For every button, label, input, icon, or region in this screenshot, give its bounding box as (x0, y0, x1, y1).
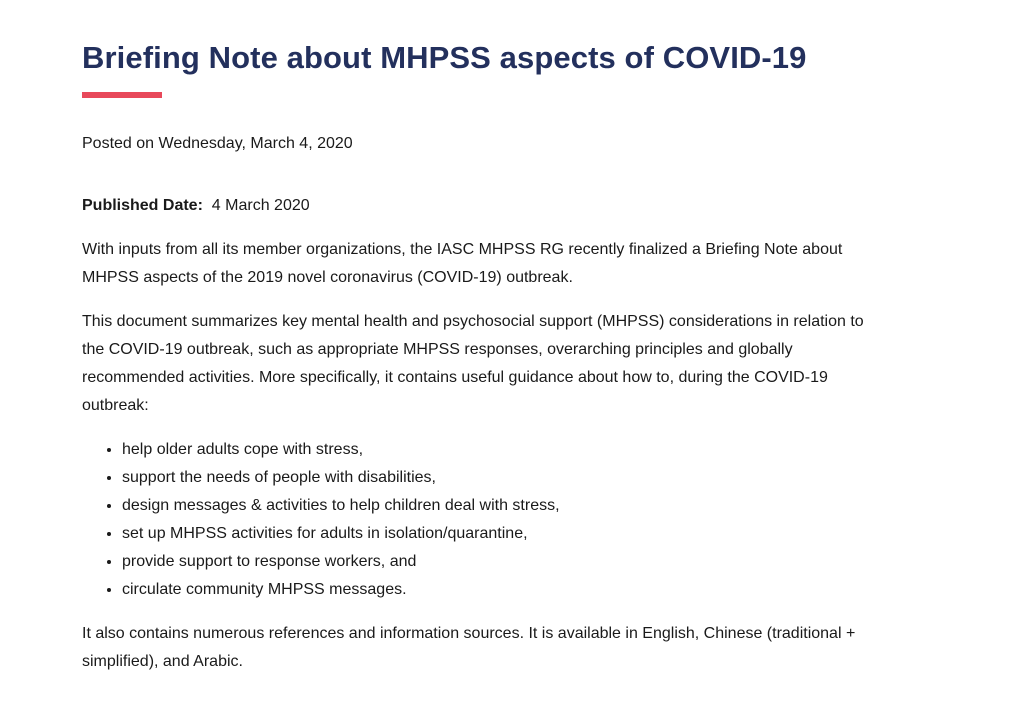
guidance-list (82, 436, 882, 604)
published-date-value: 4 March 2020 (211, 197, 310, 214)
published-date (82, 192, 882, 220)
list-item: • provide support to response workers, and (122, 548, 882, 576)
article-body (82, 192, 882, 692)
list-item: • help older adults cope with stress, (122, 436, 882, 464)
list-item: • support the needs of people with disabilities, (122, 464, 882, 492)
title-underline (82, 92, 162, 98)
posted-date: Posted on Wednesday, March 4, 2020 (82, 135, 353, 152)
list-item: • circulate community MHPSS messages. (122, 576, 882, 604)
published-date-label: Published Date: (82, 197, 203, 214)
intro-paragraph: With inputs from all its member organizations, the IASC MHPSS RG recently finalized a Briefing Note about MHPSS aspects of the 2019 novel coronavirus (COVID-19) outbreak. (82, 241, 843, 286)
list-item: • design messages & activities to help children deal with stress, (122, 492, 882, 520)
page-title: Briefing Note about MHPSS aspects of COVID-19 (82, 40, 807, 75)
summary-paragraph: This document summarizes key mental health and psychosocial support (MHPSS) considerations in relation to the COVID-19 outbreak, such as appropriate MHPSS responses, overarching principles and globally recommended activities. More specifically, it contains useful guidance about how to, during the COVID-19 outbreak: (82, 313, 864, 414)
list-item: • set up MHPSS activities for adults in isolation/quarantine, (122, 520, 882, 548)
closing-paragraph: It also contains numerous references and information sources. It is available in English, Chinese (traditional + simplified), and Arabic. (82, 625, 856, 670)
